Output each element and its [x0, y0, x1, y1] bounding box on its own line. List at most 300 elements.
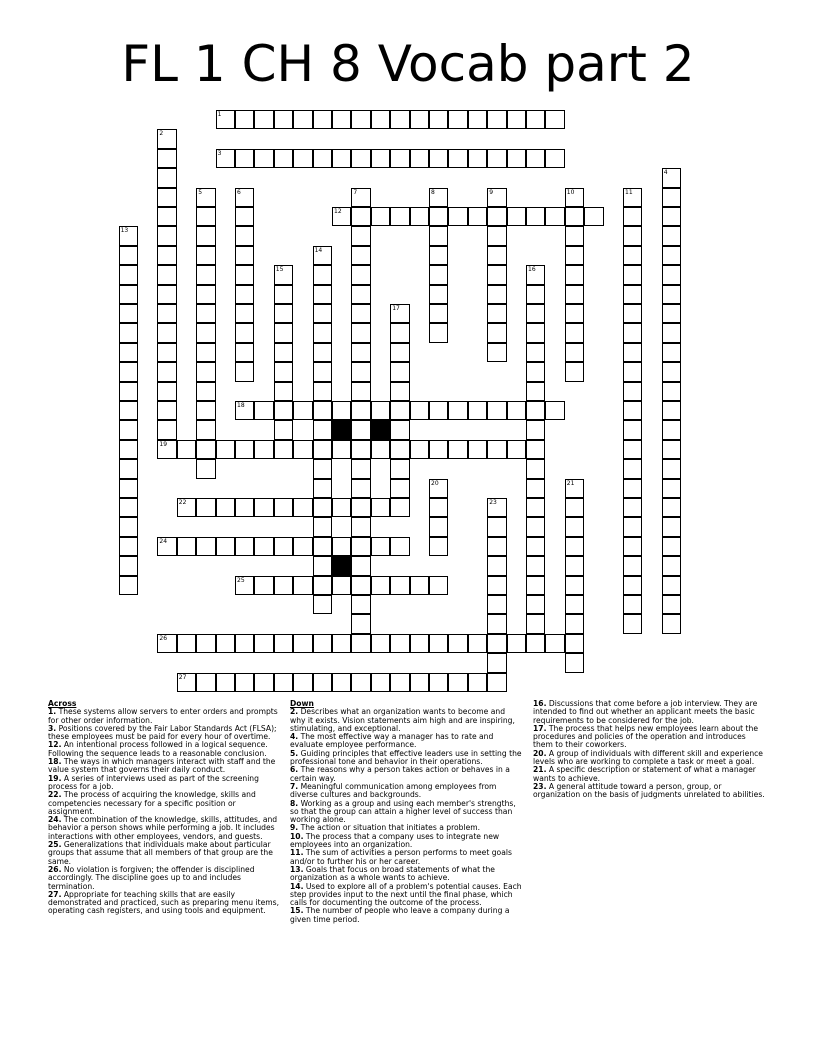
grid-cell[interactable] — [623, 556, 642, 575]
grid-cell[interactable] — [487, 517, 506, 536]
grid-cell[interactable] — [274, 537, 293, 556]
grid-cell[interactable] — [216, 634, 235, 653]
grid-cell[interactable] — [235, 323, 254, 342]
grid-cell[interactable] — [157, 401, 176, 420]
grid-cell[interactable] — [526, 362, 545, 381]
grid-cell[interactable] — [429, 537, 448, 556]
grid-cell[interactable] — [274, 673, 293, 692]
grid-cell[interactable] — [487, 246, 506, 265]
grid-cell[interactable] — [119, 226, 138, 245]
grid-cell[interactable] — [196, 673, 215, 692]
grid-cell[interactable] — [157, 246, 176, 265]
grid-cell[interactable] — [429, 634, 448, 653]
grid-cell[interactable] — [468, 110, 487, 129]
grid-cell[interactable] — [623, 576, 642, 595]
grid-cell[interactable] — [157, 168, 176, 187]
grid-cell[interactable] — [119, 479, 138, 498]
grid-cell[interactable] — [351, 440, 370, 459]
grid-cell[interactable] — [254, 401, 273, 420]
grid-cell[interactable] — [448, 207, 467, 226]
grid-cell[interactable] — [390, 440, 409, 459]
grid-cell[interactable] — [565, 246, 584, 265]
grid-cell[interactable] — [526, 343, 545, 362]
grid-cell[interactable] — [662, 440, 681, 459]
grid-cell[interactable] — [468, 207, 487, 226]
grid-cell[interactable] — [487, 595, 506, 614]
grid-cell[interactable] — [565, 265, 584, 284]
grid-cell[interactable] — [390, 459, 409, 478]
grid-cell[interactable] — [351, 265, 370, 284]
grid-cell[interactable] — [662, 168, 681, 187]
grid-cell[interactable] — [662, 517, 681, 536]
grid-cell[interactable] — [545, 634, 564, 653]
grid-cell[interactable] — [196, 420, 215, 439]
grid-cell[interactable] — [526, 420, 545, 439]
grid-cell[interactable] — [157, 323, 176, 342]
grid-cell[interactable] — [487, 614, 506, 633]
grid-cell[interactable] — [313, 149, 332, 168]
grid-cell[interactable] — [274, 110, 293, 129]
grid-cell[interactable] — [662, 401, 681, 420]
grid-cell[interactable] — [623, 323, 642, 342]
grid-cell[interactable] — [526, 382, 545, 401]
grid-cell[interactable] — [662, 265, 681, 284]
grid-cell[interactable] — [313, 556, 332, 575]
grid-cell[interactable] — [274, 382, 293, 401]
grid-cell[interactable] — [623, 459, 642, 478]
grid-cell[interactable] — [119, 382, 138, 401]
grid-cell[interactable] — [177, 537, 196, 556]
grid-cell[interactable] — [235, 188, 254, 207]
grid-cell[interactable] — [565, 188, 584, 207]
grid-cell[interactable] — [119, 343, 138, 362]
grid-cell[interactable] — [119, 459, 138, 478]
grid-cell[interactable] — [623, 420, 642, 439]
grid-cell[interactable] — [662, 537, 681, 556]
grid-cell[interactable] — [623, 207, 642, 226]
grid-cell[interactable] — [332, 207, 351, 226]
grid-cell[interactable] — [332, 537, 351, 556]
grid-cell[interactable] — [196, 440, 215, 459]
grid-cell[interactable] — [623, 517, 642, 536]
grid-cell[interactable] — [565, 634, 584, 653]
grid-cell[interactable] — [313, 382, 332, 401]
grid-cell[interactable] — [274, 420, 293, 439]
grid-cell[interactable] — [487, 537, 506, 556]
grid-cell[interactable] — [313, 343, 332, 362]
grid-cell[interactable] — [565, 517, 584, 536]
grid-cell[interactable] — [119, 323, 138, 342]
grid-cell[interactable] — [157, 265, 176, 284]
grid-cell[interactable] — [313, 634, 332, 653]
grid-cell[interactable] — [623, 362, 642, 381]
grid-cell[interactable] — [448, 440, 467, 459]
grid-cell[interactable] — [487, 634, 506, 653]
grid-cell[interactable] — [351, 634, 370, 653]
grid-cell[interactable] — [254, 673, 273, 692]
grid-cell[interactable] — [293, 673, 312, 692]
grid-cell[interactable] — [448, 634, 467, 653]
grid-cell[interactable] — [390, 479, 409, 498]
grid-cell[interactable] — [332, 576, 351, 595]
grid-cell[interactable] — [157, 343, 176, 362]
grid-cell[interactable] — [235, 440, 254, 459]
grid-cell[interactable] — [429, 517, 448, 536]
grid-cell[interactable] — [157, 634, 176, 653]
grid-cell[interactable] — [410, 440, 429, 459]
grid-cell[interactable] — [332, 673, 351, 692]
grid-cell[interactable] — [662, 188, 681, 207]
grid-cell[interactable] — [119, 517, 138, 536]
grid-cell[interactable] — [468, 149, 487, 168]
grid-cell[interactable] — [351, 226, 370, 245]
grid-cell[interactable] — [507, 440, 526, 459]
grid-cell[interactable] — [235, 343, 254, 362]
grid-cell[interactable] — [196, 188, 215, 207]
grid-cell[interactable] — [429, 479, 448, 498]
grid-cell[interactable] — [410, 634, 429, 653]
grid-cell[interactable] — [293, 401, 312, 420]
grid-cell[interactable] — [565, 304, 584, 323]
grid-cell[interactable] — [565, 285, 584, 304]
grid-cell[interactable] — [196, 246, 215, 265]
grid-cell[interactable] — [526, 149, 545, 168]
grid-cell[interactable] — [662, 479, 681, 498]
grid-cell[interactable] — [526, 479, 545, 498]
grid-cell[interactable] — [351, 246, 370, 265]
grid-cell[interactable] — [254, 149, 273, 168]
grid-cell[interactable] — [526, 595, 545, 614]
grid-cell[interactable] — [351, 343, 370, 362]
grid-cell[interactable] — [293, 537, 312, 556]
grid-cell[interactable] — [254, 440, 273, 459]
grid-cell[interactable] — [623, 498, 642, 517]
grid-cell[interactable] — [371, 634, 390, 653]
grid-cell[interactable] — [351, 556, 370, 575]
grid-cell[interactable] — [390, 537, 409, 556]
grid-cell[interactable] — [313, 459, 332, 478]
grid-cell[interactable] — [274, 323, 293, 342]
grid-cell[interactable] — [545, 207, 564, 226]
grid-cell[interactable] — [623, 595, 642, 614]
grid-cell[interactable] — [390, 323, 409, 342]
grid-cell[interactable] — [351, 459, 370, 478]
grid-cell[interactable] — [351, 149, 370, 168]
grid-cell[interactable] — [526, 207, 545, 226]
grid-cell[interactable] — [429, 246, 448, 265]
grid-cell[interactable] — [216, 149, 235, 168]
grid-cell[interactable] — [565, 653, 584, 672]
grid-cell[interactable] — [235, 537, 254, 556]
grid-cell[interactable] — [119, 285, 138, 304]
grid-cell[interactable] — [507, 634, 526, 653]
grid-cell[interactable] — [371, 149, 390, 168]
grid-cell[interactable] — [390, 207, 409, 226]
grid-cell[interactable] — [119, 420, 138, 439]
grid-cell[interactable] — [487, 440, 506, 459]
grid-cell[interactable] — [254, 576, 273, 595]
grid-cell[interactable] — [274, 343, 293, 362]
grid-cell[interactable] — [313, 576, 332, 595]
grid-cell[interactable] — [545, 149, 564, 168]
grid-cell[interactable] — [351, 537, 370, 556]
grid-cell[interactable] — [526, 634, 545, 653]
grid-cell[interactable] — [371, 110, 390, 129]
grid-cell[interactable] — [274, 362, 293, 381]
grid-cell[interactable] — [351, 110, 370, 129]
grid-cell[interactable] — [565, 226, 584, 245]
grid-cell[interactable] — [448, 110, 467, 129]
grid-cell[interactable] — [390, 420, 409, 439]
grid-cell[interactable] — [216, 110, 235, 129]
grid-cell[interactable] — [351, 595, 370, 614]
grid-cell[interactable] — [216, 537, 235, 556]
grid-cell[interactable] — [274, 634, 293, 653]
grid-cell[interactable] — [526, 517, 545, 536]
grid-cell[interactable] — [662, 323, 681, 342]
grid-cell[interactable] — [196, 265, 215, 284]
grid-cell[interactable] — [313, 517, 332, 536]
grid-cell[interactable] — [119, 401, 138, 420]
grid-cell[interactable] — [662, 459, 681, 478]
grid-cell[interactable] — [526, 614, 545, 633]
grid-cell[interactable] — [410, 110, 429, 129]
grid-cell[interactable] — [448, 149, 467, 168]
grid-cell[interactable] — [526, 576, 545, 595]
grid-cell[interactable] — [623, 382, 642, 401]
grid-cell[interactable] — [487, 576, 506, 595]
grid-cell[interactable] — [662, 285, 681, 304]
grid-cell[interactable] — [526, 110, 545, 129]
grid-cell[interactable] — [293, 634, 312, 653]
grid-cell[interactable] — [351, 207, 370, 226]
grid-cell[interactable] — [371, 440, 390, 459]
grid-cell[interactable] — [157, 440, 176, 459]
grid-cell[interactable] — [410, 673, 429, 692]
grid-cell[interactable] — [662, 595, 681, 614]
grid-cell[interactable] — [448, 673, 467, 692]
grid-cell[interactable] — [254, 634, 273, 653]
grid-cell[interactable] — [429, 576, 448, 595]
grid-cell[interactable] — [507, 110, 526, 129]
grid-cell[interactable] — [351, 188, 370, 207]
grid-cell[interactable] — [662, 498, 681, 517]
grid-cell[interactable] — [371, 401, 390, 420]
grid-cell[interactable] — [565, 323, 584, 342]
grid-cell[interactable] — [196, 343, 215, 362]
grid-cell[interactable] — [235, 285, 254, 304]
grid-cell[interactable] — [196, 285, 215, 304]
grid-cell[interactable] — [410, 149, 429, 168]
grid-cell[interactable] — [565, 556, 584, 575]
grid-cell[interactable] — [565, 498, 584, 517]
grid-cell[interactable] — [313, 498, 332, 517]
grid-cell[interactable] — [623, 401, 642, 420]
grid-cell[interactable] — [429, 285, 448, 304]
grid-cell[interactable] — [157, 285, 176, 304]
grid-cell[interactable] — [274, 304, 293, 323]
grid-cell[interactable] — [351, 673, 370, 692]
grid-cell[interactable] — [487, 149, 506, 168]
grid-cell[interactable] — [157, 129, 176, 148]
grid-cell[interactable] — [565, 343, 584, 362]
grid-cell[interactable] — [157, 304, 176, 323]
grid-cell[interactable] — [623, 246, 642, 265]
grid-cell[interactable] — [390, 343, 409, 362]
grid-cell[interactable] — [487, 673, 506, 692]
grid-cell[interactable] — [274, 576, 293, 595]
grid-cell[interactable] — [565, 362, 584, 381]
grid-cell[interactable] — [429, 110, 448, 129]
grid-cell[interactable] — [487, 265, 506, 284]
grid-cell[interactable] — [119, 362, 138, 381]
grid-cell[interactable] — [565, 537, 584, 556]
grid-cell[interactable] — [332, 498, 351, 517]
grid-cell[interactable] — [235, 304, 254, 323]
grid-cell[interactable] — [623, 479, 642, 498]
grid-cell[interactable] — [274, 440, 293, 459]
grid-cell[interactable] — [410, 401, 429, 420]
grid-cell[interactable] — [332, 110, 351, 129]
grid-cell[interactable] — [119, 498, 138, 517]
grid-cell[interactable] — [662, 226, 681, 245]
grid-cell[interactable] — [662, 556, 681, 575]
grid-cell[interactable] — [390, 673, 409, 692]
grid-cell[interactable] — [429, 401, 448, 420]
grid-cell[interactable] — [623, 265, 642, 284]
grid-cell[interactable] — [351, 304, 370, 323]
grid-cell[interactable] — [351, 576, 370, 595]
grid-cell[interactable] — [487, 207, 506, 226]
grid-cell[interactable] — [235, 498, 254, 517]
grid-cell[interactable] — [371, 673, 390, 692]
grid-cell[interactable] — [235, 207, 254, 226]
grid-cell[interactable] — [274, 498, 293, 517]
grid-cell[interactable] — [468, 634, 487, 653]
grid-cell[interactable] — [662, 207, 681, 226]
grid-cell[interactable] — [235, 265, 254, 284]
grid-cell[interactable] — [410, 576, 429, 595]
grid-cell[interactable] — [313, 323, 332, 342]
grid-cell[interactable] — [274, 401, 293, 420]
grid-cell[interactable] — [487, 188, 506, 207]
grid-cell[interactable] — [662, 420, 681, 439]
grid-cell[interactable] — [662, 246, 681, 265]
grid-cell[interactable] — [119, 265, 138, 284]
grid-cell[interactable] — [216, 673, 235, 692]
grid-cell[interactable] — [507, 401, 526, 420]
grid-cell[interactable] — [235, 149, 254, 168]
grid-cell[interactable] — [487, 226, 506, 245]
grid-cell[interactable] — [274, 285, 293, 304]
grid-cell[interactable] — [662, 614, 681, 633]
grid-cell[interactable] — [371, 498, 390, 517]
grid-cell[interactable] — [565, 595, 584, 614]
grid-cell[interactable] — [371, 207, 390, 226]
grid-cell[interactable] — [196, 401, 215, 420]
grid-cell[interactable] — [157, 537, 176, 556]
grid-cell[interactable] — [313, 673, 332, 692]
grid-cell[interactable] — [235, 246, 254, 265]
grid-cell[interactable] — [623, 440, 642, 459]
grid-cell[interactable] — [196, 459, 215, 478]
grid-cell[interactable] — [468, 401, 487, 420]
grid-cell[interactable] — [429, 440, 448, 459]
grid-cell[interactable] — [487, 401, 506, 420]
grid-cell[interactable] — [313, 285, 332, 304]
grid-cell[interactable] — [507, 207, 526, 226]
grid-cell[interactable] — [662, 304, 681, 323]
grid-cell[interactable] — [177, 498, 196, 517]
grid-cell[interactable] — [313, 265, 332, 284]
grid-cell[interactable] — [351, 362, 370, 381]
grid-cell[interactable] — [157, 420, 176, 439]
grid-cell[interactable] — [351, 401, 370, 420]
grid-cell[interactable] — [119, 304, 138, 323]
grid-cell[interactable] — [429, 673, 448, 692]
grid-cell[interactable] — [487, 556, 506, 575]
grid-cell[interactable] — [157, 207, 176, 226]
grid-cell[interactable] — [623, 304, 642, 323]
grid-cell[interactable] — [429, 188, 448, 207]
grid-cell[interactable] — [119, 576, 138, 595]
grid-cell[interactable] — [157, 226, 176, 245]
grid-cell[interactable] — [196, 537, 215, 556]
grid-cell[interactable] — [196, 362, 215, 381]
grid-cell[interactable] — [448, 401, 467, 420]
grid-cell[interactable] — [351, 420, 370, 439]
grid-cell[interactable] — [390, 576, 409, 595]
grid-cell[interactable] — [313, 479, 332, 498]
grid-cell[interactable] — [332, 401, 351, 420]
grid-cell[interactable] — [351, 285, 370, 304]
grid-cell[interactable] — [487, 498, 506, 517]
grid-cell[interactable] — [623, 614, 642, 633]
grid-cell[interactable] — [313, 401, 332, 420]
grid-cell[interactable] — [526, 498, 545, 517]
grid-cell[interactable] — [157, 149, 176, 168]
grid-cell[interactable] — [623, 285, 642, 304]
grid-cell[interactable] — [235, 226, 254, 245]
grid-cell[interactable] — [526, 265, 545, 284]
grid-cell[interactable] — [390, 149, 409, 168]
grid-cell[interactable] — [235, 110, 254, 129]
grid-cell[interactable] — [313, 420, 332, 439]
grid-cell[interactable] — [313, 537, 332, 556]
grid-cell[interactable] — [545, 110, 564, 129]
grid-cell[interactable] — [487, 285, 506, 304]
grid-cell[interactable] — [351, 498, 370, 517]
grid-cell[interactable] — [157, 188, 176, 207]
grid-cell[interactable] — [235, 401, 254, 420]
grid-cell[interactable] — [429, 498, 448, 517]
grid-cell[interactable] — [371, 576, 390, 595]
grid-cell[interactable] — [313, 246, 332, 265]
grid-cell[interactable] — [565, 576, 584, 595]
grid-cell[interactable] — [293, 110, 312, 129]
grid-cell[interactable] — [507, 149, 526, 168]
grid-cell[interactable] — [526, 304, 545, 323]
grid-cell[interactable] — [390, 110, 409, 129]
grid-cell[interactable] — [526, 537, 545, 556]
grid-cell[interactable] — [196, 382, 215, 401]
grid-cell[interactable] — [313, 304, 332, 323]
grid-cell[interactable] — [662, 362, 681, 381]
grid-cell[interactable] — [254, 498, 273, 517]
grid-cell[interactable] — [313, 440, 332, 459]
grid-cell[interactable] — [313, 110, 332, 129]
grid-cell[interactable] — [196, 304, 215, 323]
